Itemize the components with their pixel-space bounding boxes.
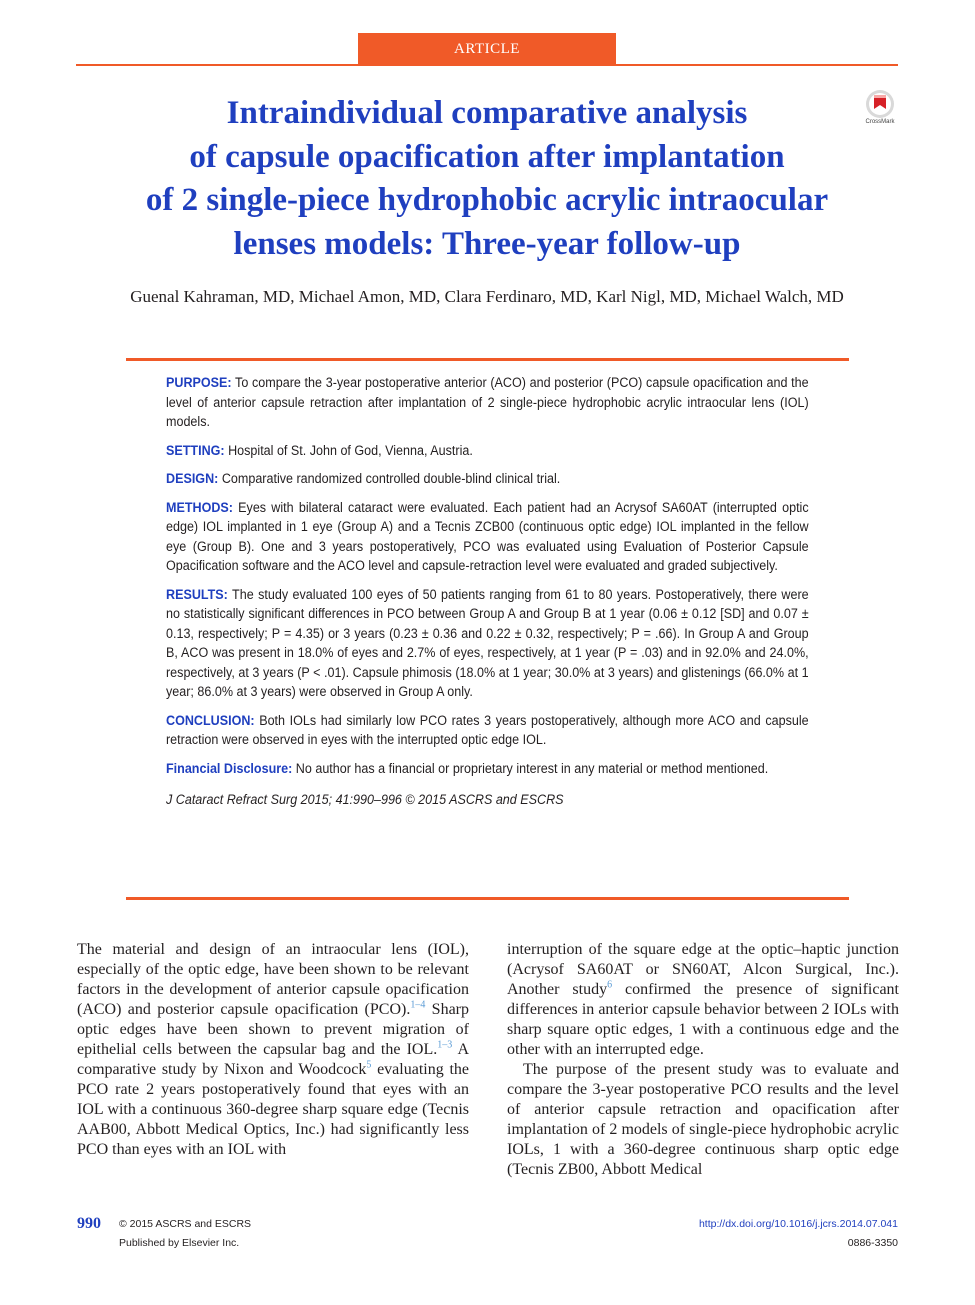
publisher: Published by Elsevier Inc. [119,1237,240,1249]
body-paragraph: interruption of the square edge at the optic–haptic junction (Acrysof SA60AT or SN60AT, Alcon Surgical, Inc.). Another study$^6$ confirmed the presence of significant differences in anterior capsule behavior between 2 IOLs with sharp square optic edges, 1 with a continuous edge and the other with an interrupted edge. [507,941,899,1058]
title-line: Intraindividual comparative analysis [226,95,748,131]
body-paragraph: The material and design of an intraocular lens (IOL), especially of the optic edge, have been shown to be relevant factors in the development of anterior capsule opacification (ACO) and posterior capsule opacification (PCO).$^{1-4}$ Sharp optic edges have been shown to prevent migration of epithelial cells between the capsular bag and the IOL.$^{1-3}$ A comparative study by Nixon and Woodcock$^5$ evaluating the PCO rate 2 years postoperatively found that eyes with an IOL with a continuous 360-degree sharp square edge (Tecnis AAB00, Abbott Medical Optics, Inc.) had significantly less PCO than eyes with an IOL with [77,941,470,1158]
header-rule [76,64,898,66]
reference-link[interactable]: 1–3 [437,1039,453,1051]
abstract [166,373,809,819]
abstract-methods: METHODS: Eyes with bilateral cataract were evaluated. Each patient had an Acrysof SA60AT (interrupted optic edge) IOL implanted in 1 eye (Group A) and a Tecnis ZCB00 (continuous optic edge) IOL implanted in the fellow eye (Group B). One and 3 years postoperatively, PCO was evaluated using Evaluation of Posterior Capsule Opacification software and the ACO level and capsule-retraction level were evaluated and graded subjectively. [166,499,809,573]
abstract-purpose: PURPOSE: To compare the 3-year postoperative anterior (ACO) and posterior (PCO) capsule opacification and the level of anterior capsule retraction after implantation of 2 single-piece hydrophobic acrylic intraocular lens (IOL) models. [166,375,809,429]
title-line: of 2 single-piece hydrophobic acrylic intraocular [145,182,829,218]
abstract-top-rule [126,358,849,361]
article-type-tag: ARTICLE [358,33,616,65]
author-list: Guenal Kahraman, MD, Michael Amon, MD, Clara Ferdinaro, MD, Karl Nigl, MD, Michael Walch, MD [130,287,844,306]
abstract-disclosure: Financial Disclosure: No author has a financial or proprietary interest in any material or method mentioned. [166,760,769,776]
title-line: lenses models: Three-year follow-up [233,225,741,262]
abstract-bottom-rule [126,897,849,900]
abstract-results: RESULTS: The study evaluated 100 eyes of 50 patients ranging from 61 to 80 years. Postoperatively, there were no statistically significant differences in PCO between Group A and Group B at 1 year (0.06 ± 0.12 [SD] and 0.07 ± 0.13, respectively; P = 4.35) or 3 years (0.23 ± 0.36 and 0.22 ± 0.32, respectively; P = .66). In Group A and Group B, ACO was present in 18.0% of eyes and 2.7% of eyes, respectively, at 1 year (P = .03) and in 92.0% and 24.0%, respectively, at 3 years (P < .01). Capsule phimosis (18.0% at 1 year; 30.0% at 3 years) and glistenings (66.0% at 1 year; 86.0% at 3 years) were observed in Group A only. [166,586,809,699]
abstract-setting: SETTING: Hospital of St. John of God, Vienna, Austria. [166,442,473,458]
body-column-right [507,940,899,1180]
crossmark-label: CrossMark [865,119,895,125]
reference-link[interactable]: 5 [366,1059,372,1071]
article-title [76,92,898,266]
issn: 0886-3350 [847,1237,898,1249]
page-footer [77,1215,898,1255]
doi-link[interactable]: http://dx.doi.org/10.1016/j.jcrs.2014.07.041 [698,1218,898,1230]
body-paragraph: The purpose of the present study was to evaluate and compare the 3-year postoperative PCO results and the level of anterior capsule retraction and opacification after implantation of 2 models of single-piece hydrophobic acrylic IOLs, 1 with a 360-degree continuous sharp optic edge (Tecnis ZB00, Abbott Medical [507,1061,899,1178]
reference-link[interactable]: 6 [607,979,613,991]
title-line: of capsule opacification after implantation [189,138,785,175]
page-number: 990 [77,1215,101,1232]
abstract-conclusion: CONCLUSION: Both IOLs had similarly low PCO rates 3 years postoperatively, although more ACO and capsule retraction were observed in eyes with the interrupted optic edge IOL. [166,712,809,747]
abstract-design: DESIGN: Comparative randomized controlled double-blind clinical trial. [166,471,561,486]
copyright: © 2015 ASCRS and ESCRS [119,1218,252,1230]
body-column-left [77,940,469,1160]
journal-citation: J Cataract Refract Surg 2015; 41:990–996 © 2015 ASCRS and ESCRS [166,792,564,807]
reference-link[interactable]: 1–4 [410,999,426,1011]
